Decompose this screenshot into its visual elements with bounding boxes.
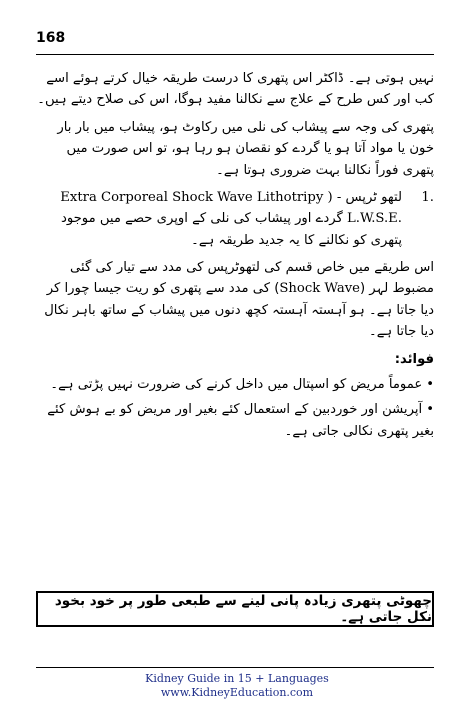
- page-number: 168: [36, 30, 66, 46]
- paragraph-urgency: پتھری کی وجہ سے پیشاب کی نلی میں رکاوٹ ہو، پیشاب میں بار بار خون یا مواد آتا ہو یا گردے کو نقصان ہو رہا ہو، تو اس صورت میں پتھری فوراً نکالنا بہت ضروری ہوتا ہے۔: [57, 119, 434, 178]
- method-text-end: ) کی مدد سے پتھری کو ریت جیسا چورا کر دیا جاتا ہے۔ ہو آہستہ آہستہ کچھ دنوں میں پیشاب کے ساتھ باہر نکال دیا جاتا ہے۔: [44, 281, 434, 340]
- page-body: [36, 68, 434, 446]
- benefit-item-1: • عموماً مریض کو اسپتال میں داخل کرنے کی ضرورت نہیں پڑتی ہے۔: [36, 374, 434, 395]
- method-english-term: Shock Wave: [279, 281, 360, 297]
- footer-title: Kidney Guide in 15 + Languages: [145, 672, 329, 685]
- footer: [0, 672, 474, 701]
- method-text-start: اس طریقے میں خاص قسم کی لتھوٹرپس کی مدد سے تیار کی گئی مضبوط لہر (: [70, 260, 434, 297]
- top-divider: [36, 54, 434, 55]
- benefit-item-2: • آپریشن اور خوردبین کے استعمال کئے بغیر اور مریض کو بے ہوش کئے بغیر پتھری نکالی جاتی ہے۔: [36, 399, 434, 442]
- benefits-heading: فوائد:: [394, 351, 434, 367]
- callout-box: [36, 591, 434, 627]
- item-continuation: گردے اور پیشاب کی نلی کے اوپری حصے میں موجود پتھری کو نکالنے کا یہ جدید طریقہ ہے۔: [60, 211, 402, 248]
- item-urdu-title: لتھو ٹرپس: [345, 189, 402, 205]
- paragraph-method: [36, 257, 434, 343]
- item-number: 1.: [421, 189, 434, 205]
- numbered-item-1: [36, 187, 434, 251]
- footer-website-link[interactable]: www.KidneyEducation.com: [160, 686, 314, 700]
- paragraph-intro: نہیں ہوتی ہے۔ ڈاکٹر اس پتھری کا درست طریقہ خیال کرتے ہوئے اسے کب اور کس طرح کے علاج سے نکالنا مفید ہوگا، اس کی صلاح دیتے ہیں۔: [37, 71, 434, 108]
- item-english-term: Extra Corporeal Shock Wave Lithotripy ) - L.W.S.E.: [60, 189, 402, 227]
- bottom-divider: [36, 667, 434, 668]
- item-body: [36, 187, 402, 251]
- callout-text: چھوٹی پتھری زیادہ پانی لینے سے طبعی طور پر خود بخود نکل جاتی ہے۔: [54, 593, 432, 625]
